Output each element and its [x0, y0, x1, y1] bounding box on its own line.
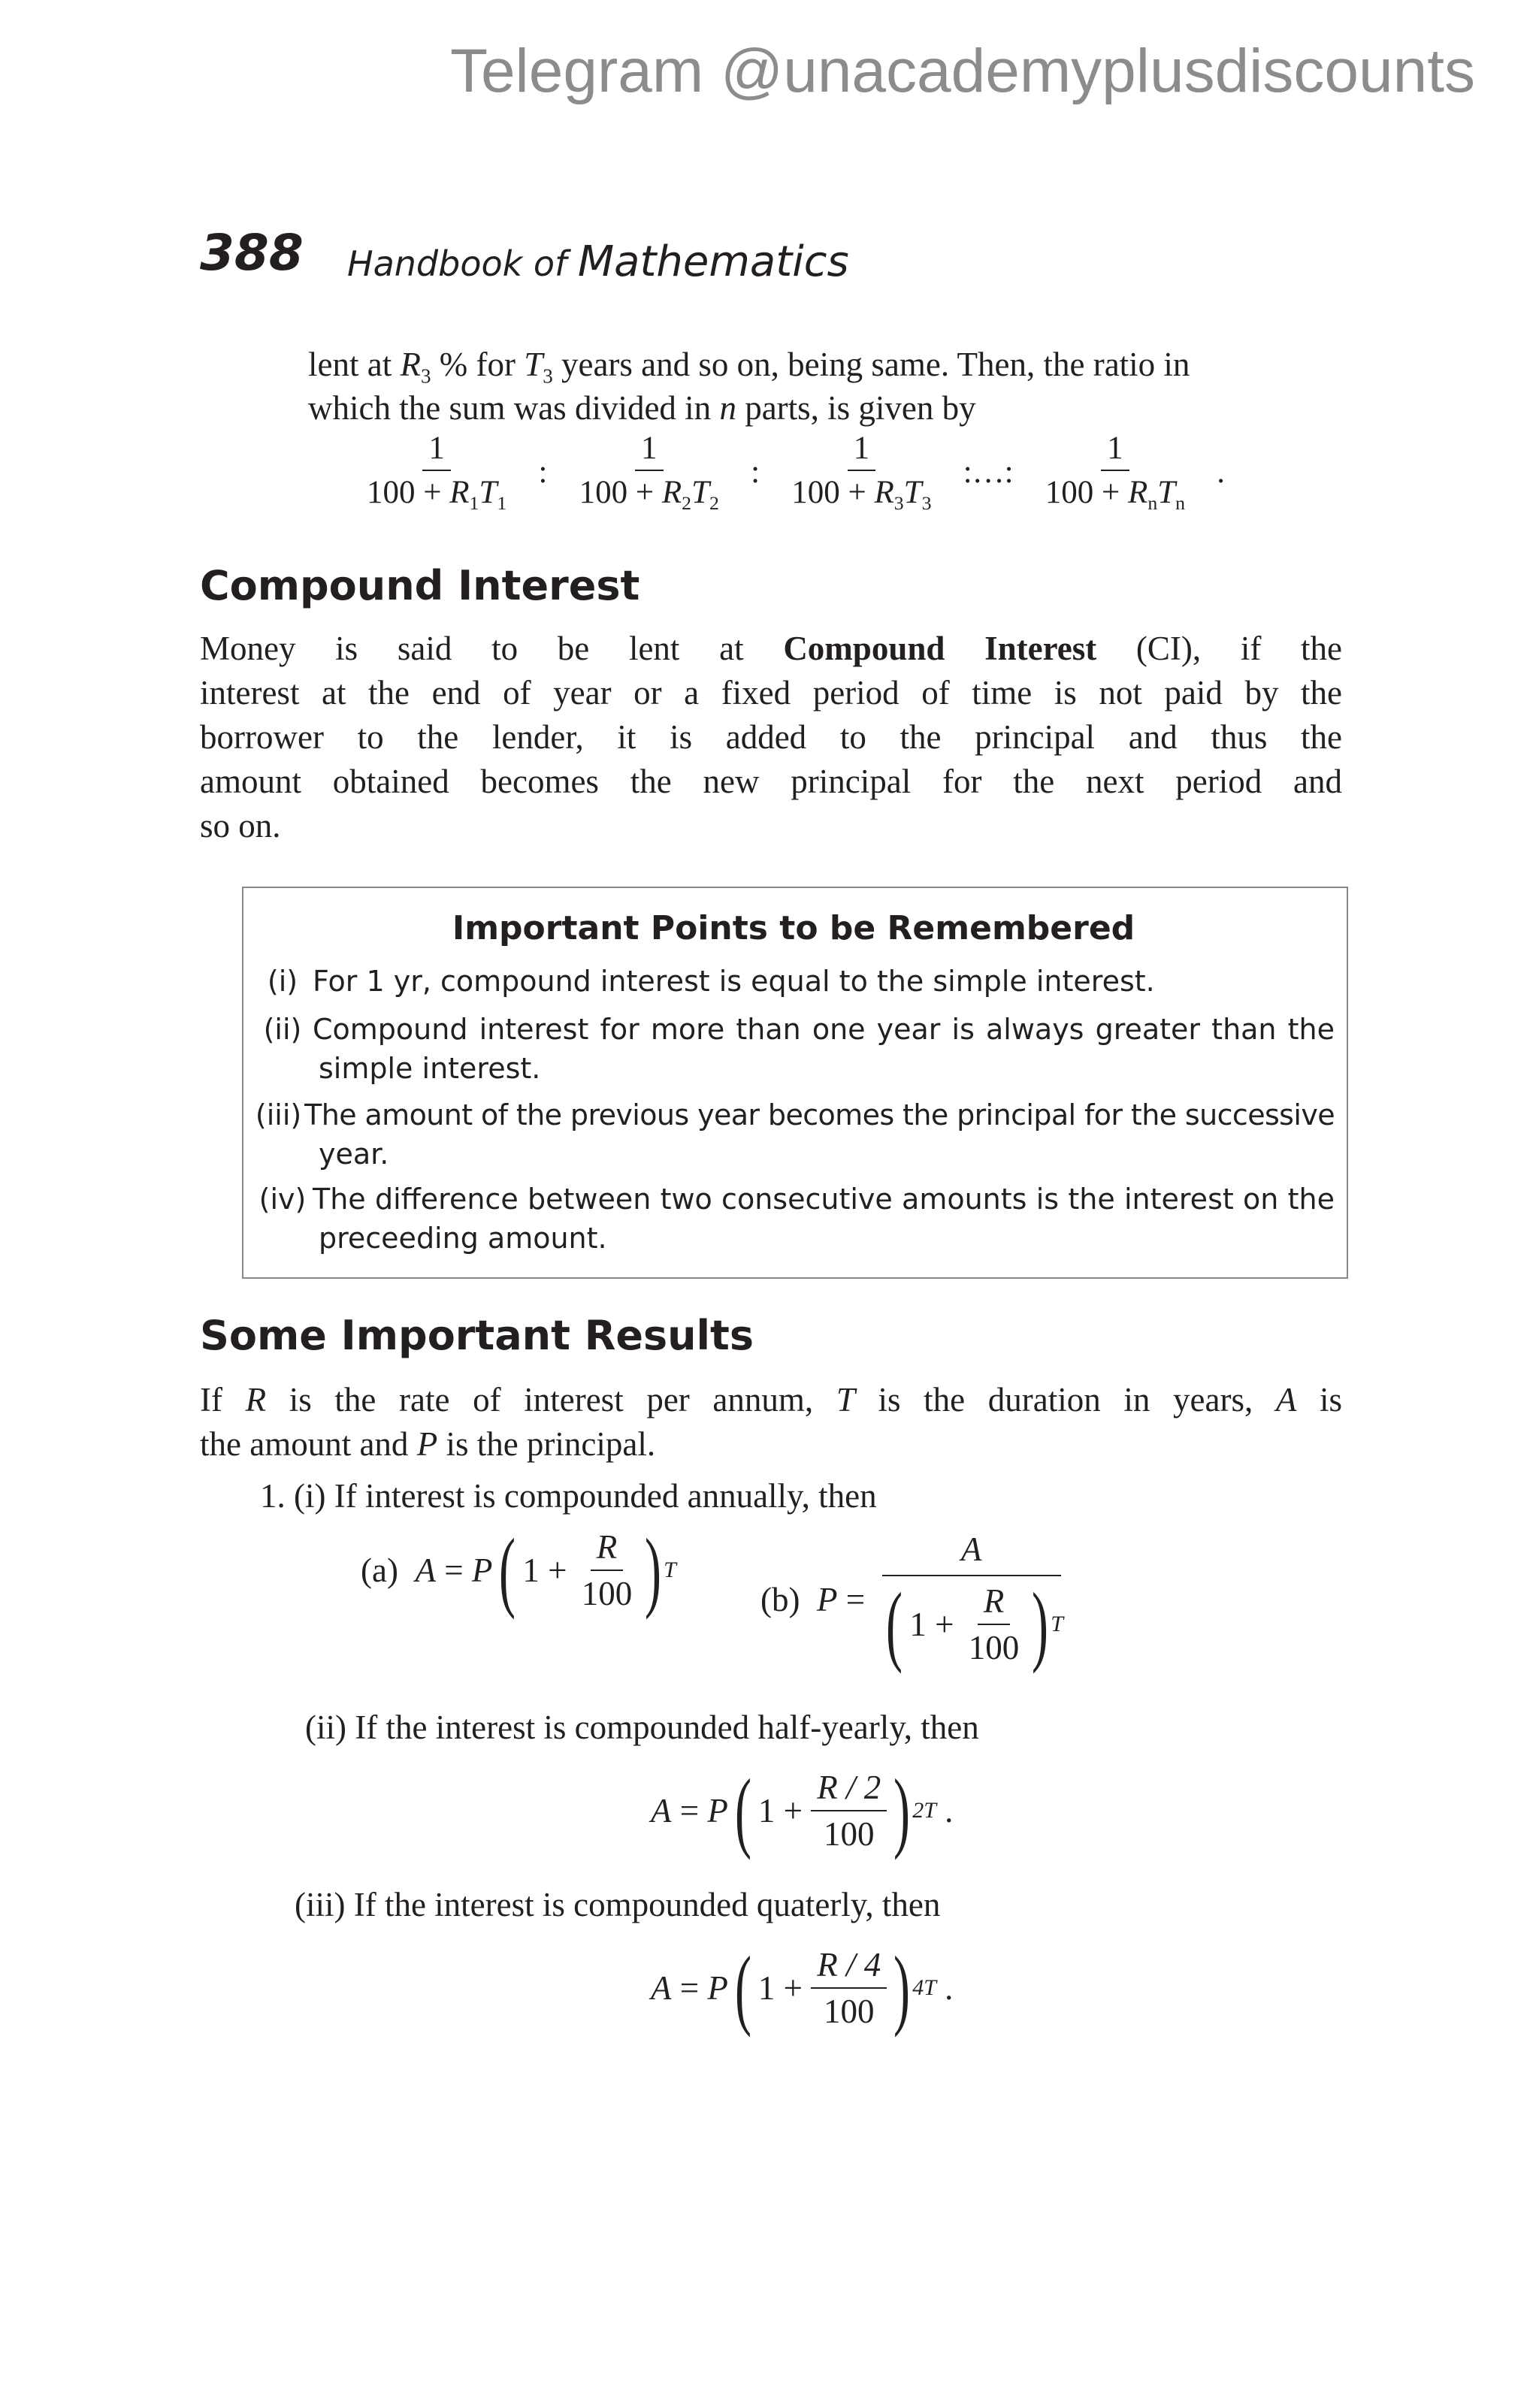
point-text: For 1 yr, compound interest is equal to the simple interest. [313, 965, 1155, 998]
result-item-1 [260, 1474, 877, 1518]
paragraph-line: so on. [200, 807, 281, 844]
important-points-title: Important Points to be Remembered [452, 909, 1135, 947]
ratio-term-2: $\frac{1}{100 + R_2T_2}$ [579, 431, 719, 515]
ratio-dots: :…: [963, 455, 1014, 490]
paragraph-line: the amount and P is the principal. [200, 1425, 656, 1463]
formula-b: (b) P = A ( 1 + $\frac{R}{100}$ ) T [760, 1530, 1063, 1674]
formula-label: (a) [361, 1551, 398, 1589]
ratio-term-n: $\frac{1}{100 + R_nT_n}$ [1045, 431, 1186, 515]
intro-text: lent at [308, 346, 401, 383]
paragraph-line: interest at the end of year or a fixed period of time is not paid by the [200, 674, 1342, 712]
intro-text: years and so on, being same. Then, the ratio in [552, 346, 1190, 383]
formula-quarterly: A = P ( 1 + $\frac{R / 4}{100}$ ) 4T . [651, 1938, 954, 2038]
ratio-term-1: $\frac{1}{100 + R_1T_1}$ [367, 431, 507, 515]
section-heading-compound-interest: Compound Interest [200, 562, 640, 609]
point-number: (iv) [259, 1183, 307, 1216]
results-intro [200, 1378, 1342, 1467]
ratio-term-3: $\frac{1}{100 + R_3T_3}$ [791, 431, 932, 515]
ratio-period: . [1217, 455, 1225, 490]
formula-a: (a) A = P ( 1 + $\frac{R}{100}$ ) T [361, 1520, 676, 1620]
point-text: The difference between two consecutive amounts is the interest on the [313, 1183, 1335, 1216]
page-number: 388 [200, 224, 304, 282]
book-title [347, 237, 849, 286]
point-number: (iii) [255, 1098, 302, 1131]
point-text: The amount of the previous year becomes the principal for the successive [304, 1098, 1335, 1131]
intro-line-1: lent at $R_3$ % for $T_3$ years and so on, being same. Then, the ratio in [308, 346, 1190, 388]
ratio-separator: : [538, 455, 548, 490]
paragraph-line: borrower to the lender, it is added to the principal and thus the [200, 718, 1342, 756]
section-heading-important-results: Some Important Results [200, 1312, 754, 1359]
point-text: simple interest. [319, 1052, 541, 1085]
point-item [252, 1095, 1335, 1174]
point-text: preceeding amount. [319, 1222, 607, 1255]
paragraph-line: Money is said to be lent at Compound Interest (CI), if the [200, 630, 1343, 667]
point-number: (ii) [263, 1013, 302, 1046]
compound-interest-paragraph [200, 627, 1342, 848]
item-text: (i) If interest is compounded annually, then [294, 1477, 877, 1515]
ratio-separator: : [751, 455, 760, 490]
intro-text: which the sum was divided in [308, 389, 720, 427]
watermark: Telegram @unacademyplusdiscounts [449, 37, 1475, 105]
item-number: 1. [260, 1477, 286, 1515]
formula-label: (b) [760, 1581, 800, 1618]
paragraph-line: amount obtained becomes the new principal for the next period and [200, 763, 1342, 800]
point-item [252, 962, 1335, 1001]
point-text: Compound interest for more than one year is always greater than the [313, 1013, 1335, 1046]
result-item-ii: (ii) If the interest is compounded half-yearly, then [305, 1709, 979, 1746]
intro-text: % for [431, 346, 525, 383]
paragraph-line: If R is the rate of interest per annum, T is the duration in years, A is [200, 1381, 1342, 1419]
book-title-prefix: Handbook of [347, 243, 578, 284]
formula-half-yearly: A = P ( 1 + $\frac{R / 2}{100}$ ) 2T . [651, 1760, 954, 1860]
point-number: (i) [267, 965, 298, 998]
result-item-iii: (iii) If the interest is compounded quaterly, then [295, 1886, 941, 1923]
point-item [252, 1010, 1335, 1088]
intro-line-2: which the sum was divided in n parts, is given by [308, 389, 976, 427]
point-item [252, 1180, 1335, 1258]
point-text: year. [319, 1138, 389, 1171]
book-title-main: Mathematics [577, 237, 849, 286]
intro-text: parts, is given by [736, 389, 976, 427]
ratio-formula [361, 430, 1225, 515]
